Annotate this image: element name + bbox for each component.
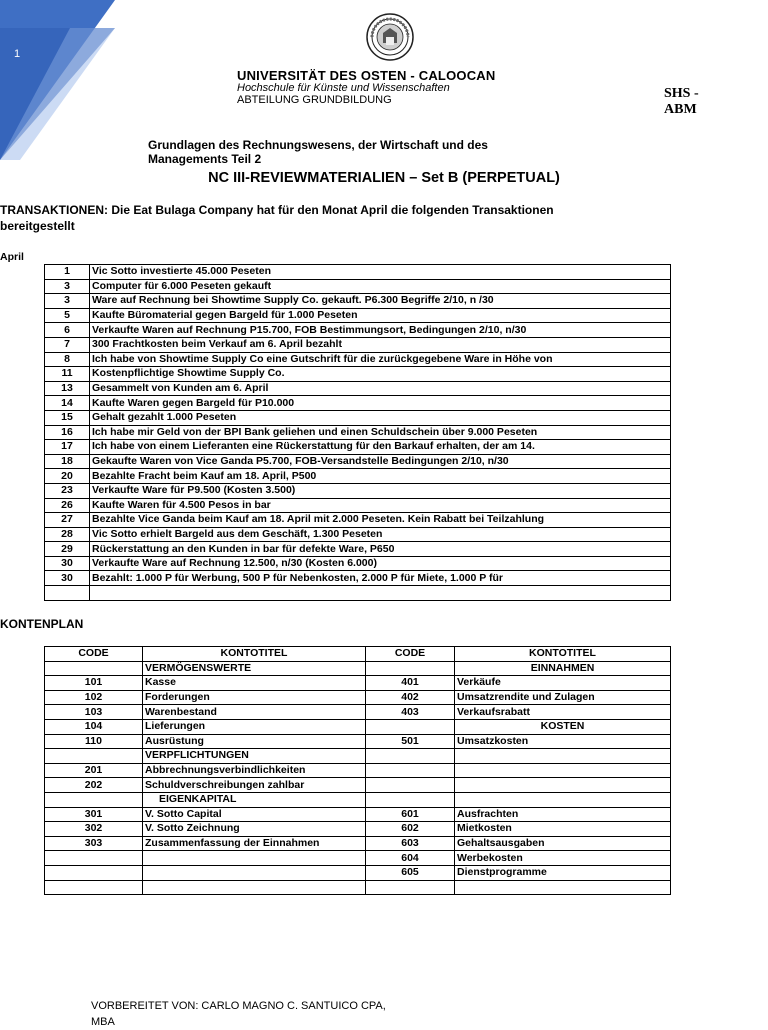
- coa-row: [45, 705, 671, 720]
- transaction-description: Ich habe von Showtime Supply Co eine Gutschrift für die zurückgegebene Ware in Höhe von: [90, 352, 671, 367]
- strand-line-2: ABM: [664, 102, 697, 117]
- transaction-day: 15: [45, 410, 90, 425]
- prepared-by-line-2: MBA: [91, 1016, 115, 1028]
- coa-code-left: 202: [45, 778, 143, 793]
- coa-title-left: Forderungen: [143, 690, 366, 705]
- strand-line-1: SHS -: [664, 86, 699, 101]
- transaction-day: 16: [45, 425, 90, 440]
- transaction-row: [45, 440, 671, 455]
- transaction-row: [45, 265, 671, 280]
- coa-row: [45, 851, 671, 866]
- coa-section-left: VERPFLICHTUNGEN: [143, 749, 366, 764]
- coa-section-left: VERMÖGENSWERTE: [143, 661, 366, 676]
- transaction-description: Computer für 6.000 Peseten gekauft: [90, 279, 671, 294]
- transaction-day: 14: [45, 396, 90, 411]
- transaction-row: [45, 483, 671, 498]
- coa-row: [45, 690, 671, 705]
- chart-of-accounts-table: [44, 646, 671, 895]
- coa-header-code-left: CODE: [45, 647, 143, 662]
- coa-code-left: [45, 661, 143, 676]
- coa-code-left: 102: [45, 690, 143, 705]
- coa-code-right: 401: [366, 676, 455, 691]
- coa-code-right: [366, 880, 455, 895]
- coa-title-right: Umsatzkosten: [455, 734, 671, 749]
- transaction-day: 23: [45, 483, 90, 498]
- transaction-description: Gekaufte Waren von Vice Ganda P5.700, FOB-Versandstelle Bedingungen 2/10, n/30: [90, 454, 671, 469]
- coa-header-title-right: KONTOTITEL: [455, 647, 671, 662]
- coa-title-left: [143, 851, 366, 866]
- transactions-intro-line-1: TRANSAKTIONEN: Die Eat Bulaga Company hat für den Monat April die folgenden Transaktionen: [0, 203, 554, 217]
- coa-code-left: 303: [45, 836, 143, 851]
- coa-title-right: [455, 792, 671, 807]
- month-label: April: [0, 251, 24, 263]
- prepared-by: [91, 998, 451, 1030]
- coa-title-right: [455, 880, 671, 895]
- coa-code-right: [366, 763, 455, 778]
- transaction-day: 7: [45, 337, 90, 352]
- coa-header-title-left: KONTOTITEL: [143, 647, 366, 662]
- transaction-row: [45, 498, 671, 513]
- transaction-row: [45, 410, 671, 425]
- coa-code-left: 201: [45, 763, 143, 778]
- transaction-description: [90, 586, 671, 601]
- coa-code-right: 602: [366, 822, 455, 837]
- coa-code-right: 605: [366, 865, 455, 880]
- coa-row: [45, 749, 671, 764]
- transaction-row: [45, 425, 671, 440]
- chart-of-accounts-title: KONTENPLAN: [0, 617, 84, 631]
- coa-code-left: 110: [45, 734, 143, 749]
- transaction-description: Verkaufte Waren auf Rechnung P15.700, FOB Bestimmungsort, Bedingungen 2/10, n/30: [90, 323, 671, 338]
- transaction-description: Rückerstattung an den Kunden in bar für defekte Ware, P650: [90, 542, 671, 557]
- coa-title-right: Werbekosten: [455, 851, 671, 866]
- transaction-day: 1: [45, 265, 90, 280]
- transaction-day: 26: [45, 498, 90, 513]
- transaction-day: 13: [45, 381, 90, 396]
- department-name: ABTEILUNG GRUNDBILDUNG: [237, 94, 392, 106]
- coa-title-left: V. Sotto Capital: [143, 807, 366, 822]
- transaction-day: 3: [45, 279, 90, 294]
- coa-row: [45, 763, 671, 778]
- transaction-day: [45, 586, 90, 601]
- coa-section-left: EIGENKAPITAL: [143, 792, 366, 807]
- coa-title-left: Zusammenfassung der Einnahmen: [143, 836, 366, 851]
- coa-title-left: Schuldverschreibungen zahlbar: [143, 778, 366, 793]
- coa-row: [45, 822, 671, 837]
- coa-code-right: 402: [366, 690, 455, 705]
- university-name: UNIVERSITÄT DES OSTEN - CALOOCAN: [237, 68, 496, 83]
- transaction-description: Bezahlt: 1.000 P für Werbung, 500 P für Nebenkosten, 2.000 P für Miete, 1.000 P für: [90, 571, 671, 586]
- coa-title-right: [455, 778, 671, 793]
- transaction-description: Verkaufte Ware auf Rechnung 12.500, n/30 (Kosten 6.000): [90, 556, 671, 571]
- transaction-row: [45, 279, 671, 294]
- transaction-row: [45, 381, 671, 396]
- coa-section-right: EINNAHMEN: [455, 661, 671, 676]
- coa-row: [45, 792, 671, 807]
- page-number: 1: [14, 48, 21, 60]
- coa-header-code-right: CODE: [366, 647, 455, 662]
- transaction-day: 28: [45, 527, 90, 542]
- coa-code-left: 101: [45, 676, 143, 691]
- coa-code-right: 604: [366, 851, 455, 866]
- coa-title-left: V. Sotto Zeichnung: [143, 822, 366, 837]
- coa-row: [45, 880, 671, 895]
- transaction-description: Bezahlte Fracht beim Kauf am 18. April, P500: [90, 469, 671, 484]
- coa-section-right: KOSTEN: [455, 719, 671, 734]
- transaction-description: Bezahlte Vice Ganda beim Kauf am 18. April mit 2.000 Peseten. Kein Rabatt bei Teilzahlung: [90, 513, 671, 528]
- transaction-description: Gesammelt von Kunden am 6. April: [90, 381, 671, 396]
- coa-title-right: Dienstprogramme: [455, 865, 671, 880]
- transaction-row: [45, 323, 671, 338]
- coa-title-left: Lieferungen: [143, 719, 366, 734]
- transaction-day: 27: [45, 513, 90, 528]
- transaction-row: [45, 367, 671, 382]
- transactions-table: [44, 264, 671, 601]
- coa-title-right: Ausfrachten: [455, 807, 671, 822]
- corner-decoration: [0, 0, 115, 160]
- transaction-day: 5: [45, 308, 90, 323]
- subject-title: [148, 138, 608, 166]
- transactions-intro-line-2: bereitgestellt: [0, 219, 75, 233]
- coa-row: [45, 778, 671, 793]
- transaction-description: Ware auf Rechnung bei Showtime Supply Co. gekauft. P6.300 Begriffe 2/10, n /30: [90, 294, 671, 309]
- coa-code-left: 302: [45, 822, 143, 837]
- transaction-description: Ich habe mir Geld von der BPI Bank geliehen und einen Schuldschein über 9.000 Peseten: [90, 425, 671, 440]
- coa-title-left: Abbrechnungsverbindlichkeiten: [143, 763, 366, 778]
- transaction-description: Vic Sotto erhielt Bargeld aus dem Geschäft, 1.300 Peseten: [90, 527, 671, 542]
- coa-code-right: 601: [366, 807, 455, 822]
- transaction-day: 8: [45, 352, 90, 367]
- coa-title-left: [143, 865, 366, 880]
- coa-title-left: Warenbestand: [143, 705, 366, 720]
- transaction-row: [45, 396, 671, 411]
- transaction-description: Kostenpflichtige Showtime Supply Co.: [90, 367, 671, 382]
- transaction-description: Gehalt gezahlt 1.000 Peseten: [90, 410, 671, 425]
- transaction-day: 30: [45, 556, 90, 571]
- transaction-row: [45, 513, 671, 528]
- coa-title-right: Mietkosten: [455, 822, 671, 837]
- transaction-description: Kaufte Büromaterial gegen Bargeld für 1.000 Peseten: [90, 308, 671, 323]
- transaction-day: 6: [45, 323, 90, 338]
- coa-title-left: Ausrüstung: [143, 734, 366, 749]
- coa-title-left: Kasse: [143, 676, 366, 691]
- coa-row: [45, 661, 671, 676]
- coa-code-left: [45, 851, 143, 866]
- coa-row: [45, 836, 671, 851]
- coa-code-left: [45, 865, 143, 880]
- coa-code-right: [366, 661, 455, 676]
- transaction-day: 18: [45, 454, 90, 469]
- coa-code-right: [366, 792, 455, 807]
- set-title: NC III-REVIEWMATERIALIEN – Set B (PERPETUAL): [208, 170, 560, 186]
- transaction-row: [45, 352, 671, 367]
- transactions-intro: [0, 202, 720, 234]
- coa-title-left: [143, 880, 366, 895]
- transaction-row: [45, 294, 671, 309]
- college-name: Hochschule für Künste und Wissenschaften: [237, 82, 450, 94]
- coa-code-right: 501: [366, 734, 455, 749]
- transaction-row: [45, 571, 671, 586]
- coa-header-row: [45, 647, 671, 662]
- coa-code-right: [366, 749, 455, 764]
- coa-title-right: Umsatzrendite und Zulagen: [455, 690, 671, 705]
- transaction-description: Kaufte Waren gegen Bargeld für P10.000: [90, 396, 671, 411]
- transaction-day: 11: [45, 367, 90, 382]
- coa-title-right: [455, 749, 671, 764]
- coa-title-right: Verkäufe: [455, 676, 671, 691]
- transaction-description: Vic Sotto investierte 45.000 Peseten: [90, 265, 671, 280]
- coa-row: [45, 807, 671, 822]
- coa-code-right: [366, 778, 455, 793]
- coa-code-left: [45, 880, 143, 895]
- transaction-day: 29: [45, 542, 90, 557]
- transaction-row: [45, 542, 671, 557]
- transaction-row: [45, 337, 671, 352]
- coa-code-right: [366, 719, 455, 734]
- transaction-day: 20: [45, 469, 90, 484]
- prepared-by-line-1: VORBEREITET VON: CARLO MAGNO C. SANTUICO CPA,: [91, 1000, 386, 1012]
- coa-code-left: [45, 749, 143, 764]
- transaction-description: Kaufte Waren für 4.500 Pesos in bar: [90, 498, 671, 513]
- strand-label: [664, 86, 699, 118]
- transaction-day: 3: [45, 294, 90, 309]
- transaction-description: Verkaufte Ware für P9.500 (Kosten 3.500): [90, 483, 671, 498]
- transaction-day: 17: [45, 440, 90, 455]
- coa-code-left: 301: [45, 807, 143, 822]
- university-seal-icon: [366, 13, 414, 61]
- transaction-description: 300 Frachtkosten beim Verkauf am 6. April bezahlt: [90, 337, 671, 352]
- coa-row: [45, 734, 671, 749]
- transaction-row: [45, 527, 671, 542]
- subject-line-1: Grundlagen des Rechnungswesens, der Wirtschaft und des: [148, 138, 488, 152]
- coa-code-left: 104: [45, 719, 143, 734]
- transaction-day: 30: [45, 571, 90, 586]
- subject-line-2: Managements Teil 2: [148, 152, 262, 166]
- coa-title-right: Gehaltsausgaben: [455, 836, 671, 851]
- coa-title-right: [455, 763, 671, 778]
- coa-code-left: 103: [45, 705, 143, 720]
- transaction-row: [45, 586, 671, 601]
- transaction-row: [45, 308, 671, 323]
- transaction-row: [45, 469, 671, 484]
- coa-code-left: [45, 792, 143, 807]
- coa-code-right: 403: [366, 705, 455, 720]
- coa-row: [45, 676, 671, 691]
- coa-title-right: Verkaufsrabatt: [455, 705, 671, 720]
- transaction-row: [45, 556, 671, 571]
- coa-row: [45, 865, 671, 880]
- transaction-description: Ich habe von einem Lieferanten eine Rückerstattung für den Barkauf erhalten, der am 14.: [90, 440, 671, 455]
- coa-code-right: 603: [366, 836, 455, 851]
- transaction-row: [45, 454, 671, 469]
- coa-row: [45, 719, 671, 734]
